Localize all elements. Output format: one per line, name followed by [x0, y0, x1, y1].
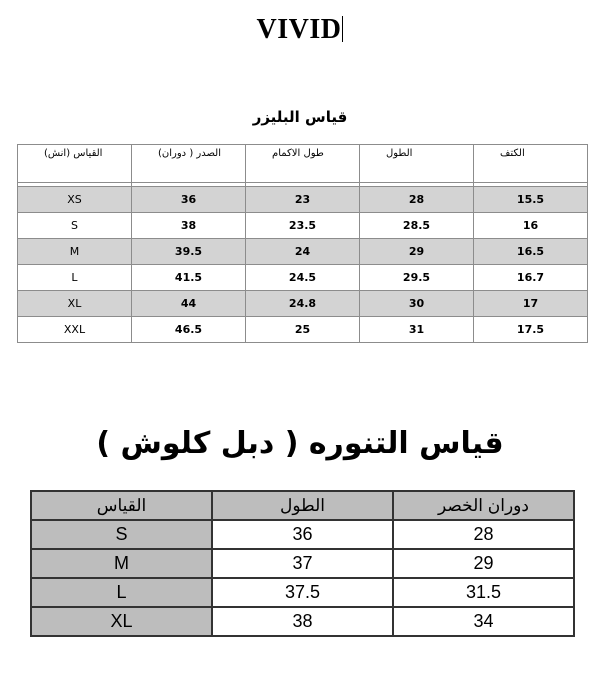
length-cell: 30	[360, 291, 474, 317]
header-cell: الطول	[360, 145, 474, 183]
sleeve-cell: 24.5	[246, 265, 360, 291]
table-header-row	[31, 491, 574, 520]
shoulder-cell: 15.5	[474, 187, 588, 213]
length-cell: 28	[360, 187, 474, 213]
skirt-size-table	[30, 490, 575, 637]
shoulder-cell: 17	[474, 291, 588, 317]
length-cell: 29.5	[360, 265, 474, 291]
size-cell: S	[31, 520, 212, 549]
shoulder-cell: 16.5	[474, 239, 588, 265]
size-cell: XL	[31, 607, 212, 636]
table-row	[18, 317, 588, 343]
header-cell: الكتف	[474, 145, 588, 183]
size-cell: XXL	[18, 317, 132, 343]
sleeve-cell: 23	[246, 187, 360, 213]
chest-cell: 38	[132, 213, 246, 239]
header-cell: القياس	[31, 491, 212, 520]
table-row	[18, 239, 588, 265]
length-cell: 37	[212, 549, 393, 578]
size-cell: L	[31, 578, 212, 607]
header-cell: الطول	[212, 491, 393, 520]
waist-cell: 31.5	[393, 578, 574, 607]
chest-cell: 39.5	[132, 239, 246, 265]
chest-cell: 36	[132, 187, 246, 213]
size-cell: L	[18, 265, 132, 291]
table-row	[18, 265, 588, 291]
chest-cell: 46.5	[132, 317, 246, 343]
table-row	[31, 549, 574, 578]
table-row	[31, 520, 574, 549]
size-cell: M	[18, 239, 132, 265]
size-cell: S	[18, 213, 132, 239]
length-cell: 29	[360, 239, 474, 265]
shoulder-cell: 16.7	[474, 265, 588, 291]
table-row	[31, 607, 574, 636]
length-cell: 38	[212, 607, 393, 636]
text-cursor	[342, 16, 343, 42]
shoulder-cell: 17.5	[474, 317, 588, 343]
waist-cell: 28	[393, 520, 574, 549]
table-header-row	[18, 145, 588, 183]
table-row	[18, 187, 588, 213]
skirt-table-title: قياس التنوره ( دبل كلوش )	[96, 426, 504, 461]
chest-cell: 41.5	[132, 265, 246, 291]
length-cell: 37.5	[212, 578, 393, 607]
table-row	[18, 291, 588, 317]
length-cell: 28.5	[360, 213, 474, 239]
waist-cell: 34	[393, 607, 574, 636]
blazer-size-table	[17, 144, 588, 343]
size-cell: M	[31, 549, 212, 578]
sleeve-cell: 23.5	[246, 213, 360, 239]
size-cell: XL	[18, 291, 132, 317]
length-cell: 36	[212, 520, 393, 549]
sleeve-cell: 24.8	[246, 291, 360, 317]
length-cell: 31	[360, 317, 474, 343]
header-cell: القياس (انش)	[18, 145, 132, 183]
table-row	[31, 578, 574, 607]
sleeve-cell: 25	[246, 317, 360, 343]
chest-cell: 44	[132, 291, 246, 317]
blazer-table-title: قياس البليزر	[252, 108, 348, 126]
header-cell: الصدر ( دوران)	[132, 145, 246, 183]
size-cell: XS	[18, 187, 132, 213]
table-row	[18, 213, 588, 239]
brand-text: VIVID	[256, 14, 342, 45]
header-cell: دوران الخصر	[393, 491, 574, 520]
sleeve-cell: 24	[246, 239, 360, 265]
brand-title	[0, 14, 600, 46]
waist-cell: 29	[393, 549, 574, 578]
header-cell: طول الاكمام	[246, 145, 360, 183]
shoulder-cell: 16	[474, 213, 588, 239]
